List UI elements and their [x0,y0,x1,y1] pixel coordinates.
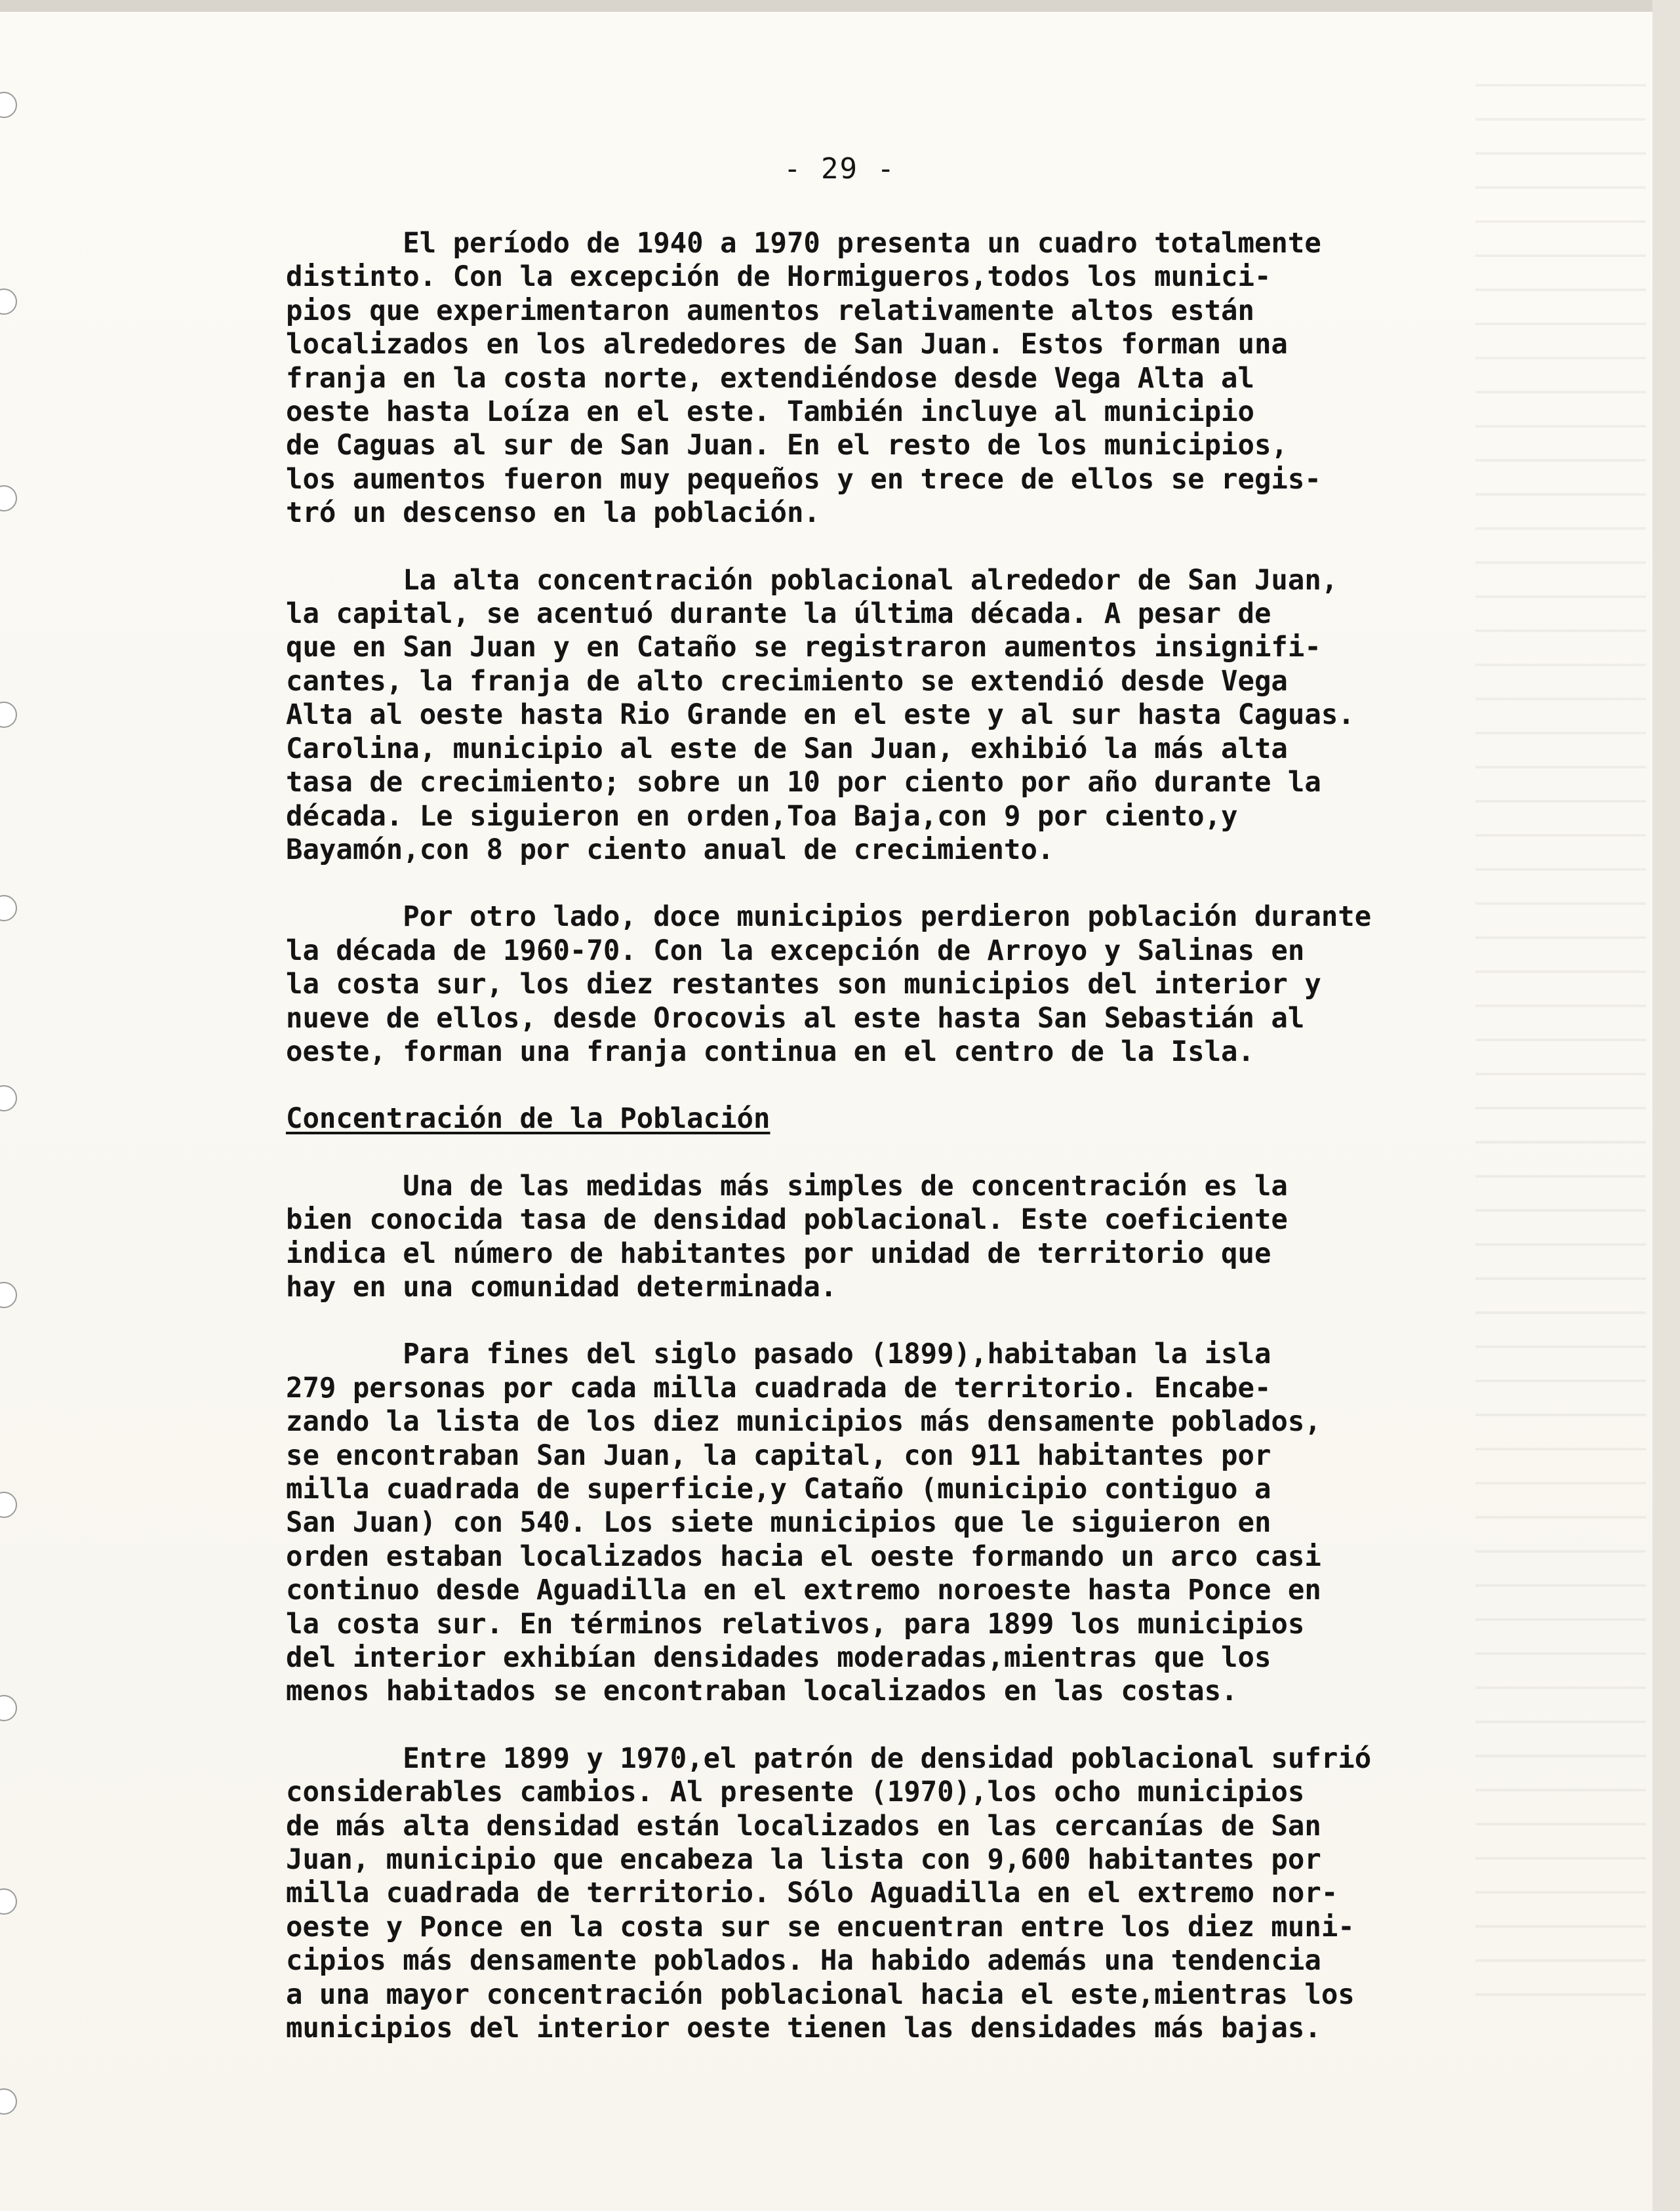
text-line: El período de 1940 a 1970 presenta un cuadro totalmente [286,227,1321,259]
paragraph [286,1337,1542,1707]
text-line: década. Le siguieron en orden,Toa Baja,con 9 por ciento,y [286,799,1238,832]
text-line: municipios del interior oeste tienen las densidades más bajas. [286,2012,1321,2044]
text-line: milla cuadrada de territorio. Sólo Aguadilla en el extremo nor- [286,1877,1338,1909]
text-line: cipios más densamente poblados. Ha habido además una tendencia [286,1944,1321,1977]
text-line: Juan, municipio que encabeza la lista con 9,600 habitantes por [286,1843,1321,1876]
text-line: la capital, se acentuó durante la última década. A pesar de [286,597,1271,630]
text-line: Carolina, municipio al este de San Juan, exhibió la más alta [286,732,1288,765]
text-line: la década de 1960-70. Con la excepción de Arroyo y Salinas en [286,934,1305,966]
text-line: pios que experimentaron aumentos relativamente altos están [286,294,1254,327]
text-line: de Caguas al sur de San Juan. En el resto de los municipios, [286,429,1288,462]
text-line: de más alta densidad están localizados en las cercanías de San [286,1809,1321,1842]
text-line: localizados en los alrededores de San Juan. Estos forman una [286,328,1288,361]
text-line: Bayamón,con 8 por ciento anual de crecimiento. [286,833,1054,866]
text-line: Entre 1899 y 1970,el patrón de densidad poblacional sufrió [286,1742,1372,1774]
page-body [286,226,1542,2045]
text-line: zando la lista de los diez municipios más densamente poblados, [286,1405,1321,1438]
text-line: oeste y Ponce en la costa sur se encuentran entre los diez muni- [286,1910,1355,1943]
text-line: la costa sur. En términos relativos, para 1899 los municipios [286,1607,1305,1640]
paragraph [286,563,1542,867]
text-line: tró un descenso en la población. [286,496,820,529]
text-line: franja en la costa norte, extendiéndose desde Vega Alta al [286,361,1254,394]
text-line: nueve de ellos, desde Orocovis al este hasta San Sebastián al [286,1001,1305,1034]
text-line: Para fines del siglo pasado (1899),habitaban la isla [286,1338,1271,1370]
section-heading: Concentración de la Población [286,1102,770,1135]
text-line: bien conocida tasa de densidad poblacional. Este coeficiente [286,1203,1288,1236]
text-line: hay en una comunidad determinada. [286,1270,837,1303]
page-right-edge [1652,0,1680,2211]
text-line: se encontraban San Juan, la capital, con 911 habitantes por [286,1439,1271,1471]
page-number: - 29 - [784,152,896,186]
text-line: Por otro lado, doce municipios perdieron población durante [286,900,1372,933]
text-line: menos habitados se encontraban localizados en las costas. [286,1675,1238,1707]
text-line: orden estaban localizados hacia el oeste formando un arco casi [286,1540,1321,1572]
text-line: Alta al oeste hasta Rio Grande en el este y al sur hasta Caguas. [286,698,1355,731]
paragraph [286,226,1542,530]
text-line: considerables cambios. Al presente (1970),los ocho municipios [286,1776,1305,1808]
section-heading-row [286,1102,1542,1135]
text-line: oeste, forman una franja continua en el centro de la Isla. [286,1035,1254,1067]
text-line: indica el número de habitantes por unidad de territorio que [286,1237,1271,1269]
text-line: distinto. Con la excepción de Hormigueros,todos los munici- [286,260,1271,293]
paragraph [286,900,1542,1068]
text-line: que en San Juan y en Cataño se registraron aumentos insignifi- [286,631,1321,664]
text-line: continuo desde Aguadilla en el extremo noroeste hasta Ponce en [286,1574,1321,1606]
paragraph [286,1169,1542,1304]
text-line: la costa sur, los diez restantes son municipios del interior y [286,968,1321,1001]
text-line: milla cuadrada de superficie,y Cataño (municipio contiguo a [286,1473,1271,1505]
text-line: La alta concentración poblacional alrededor de San Juan, [286,563,1338,596]
paragraph [286,1742,1542,2045]
text-line: oeste hasta Loíza en el este. También incluye al municipio [286,395,1254,428]
text-line: del interior exhibían densidades moderadas,mientras que los [286,1641,1271,1674]
text-line: 279 personas por cada milla cuadrada de territorio. Encabe- [286,1371,1271,1404]
text-line: Una de las medidas más simples de concentración es la [286,1169,1288,1202]
text-line: San Juan) con 540. Los siete municipios que le siguieron en [286,1506,1271,1539]
text-line: cantes, la franja de alto crecimiento se extendió desde Vega [286,664,1288,697]
text-line: los aumentos fueron muy pequeños y en trece de ellos se regis- [286,462,1321,495]
text-line: tasa de crecimiento; sobre un 10 por ciento por año durante la [286,766,1321,799]
page-top-edge [0,0,1680,12]
text-line: a una mayor concentración poblacional hacia el este,mientras los [286,1978,1355,2010]
